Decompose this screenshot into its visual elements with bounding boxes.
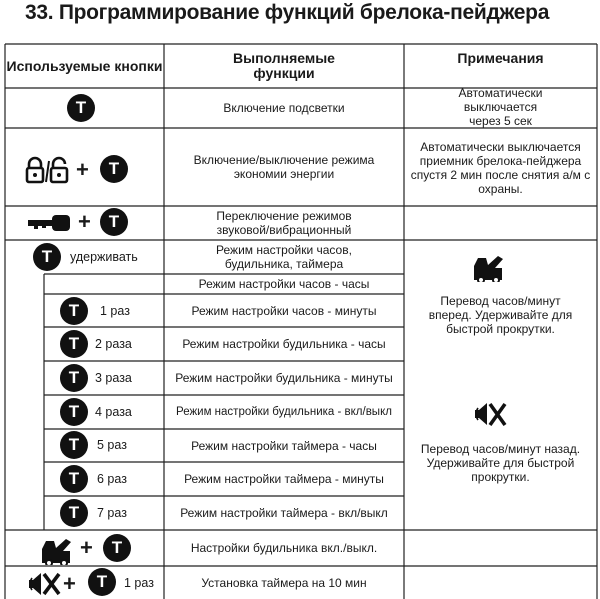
function-cell: Режим настройки часов - часы	[198, 277, 370, 291]
function-cell: Режим настройки будильника - вкл/выкл	[176, 406, 392, 418]
function-cell: Включение подсветки	[223, 101, 345, 115]
t-button-icon: T	[60, 499, 88, 527]
t-button-icon: T	[60, 364, 88, 392]
t-button-icon: T	[60, 398, 88, 426]
lock-unlock-icon	[24, 155, 70, 185]
press-count: 1 раз	[100, 304, 130, 318]
header-functions: Выполняемые функции	[233, 50, 335, 81]
t-button-icon: T	[33, 243, 61, 271]
t-button-icon: T	[100, 208, 128, 236]
note-cell: Автоматически выключается приемник брелока-пейджера спустя 2 мин после снятия а/м с охраны.	[410, 140, 591, 196]
function-cell: Режим настройки таймера - вкл/выкл	[180, 506, 388, 520]
function-cell: Режим настройки часов, будильника, таймера	[216, 243, 352, 271]
speaker-mute-icon	[474, 399, 508, 429]
page-title: 33. Программирование функций брелока-пейджера	[25, 1, 550, 24]
t-button-icon: T	[60, 330, 88, 358]
header-buttons: Используемые кнопки	[6, 57, 163, 74]
function-cell: Режим настройки таймера - минуты	[184, 472, 384, 486]
key-icon	[26, 214, 72, 232]
function-cell: Режим настройки часов - минуты	[191, 303, 377, 318]
press-count: 6 раз	[97, 472, 127, 486]
function-cell: Переключение режимов звуковой/вибрационный	[216, 209, 352, 237]
note-forward: Перевод часов/минут вперед. Удерживайте для быстрой прокрутки.	[428, 294, 573, 336]
function-cell: Настройки будильника вкл./выкл.	[190, 541, 378, 555]
note-cell: Автоматически выключается через 5 сек	[458, 86, 543, 128]
press-count: 5 раз	[97, 438, 127, 452]
plus-sign: +	[80, 535, 93, 560]
car-trunk-icon	[40, 535, 74, 565]
press-count: 7 раз	[97, 506, 127, 520]
plus-sign: +	[76, 157, 89, 182]
t-button-icon: T	[100, 155, 128, 183]
t-button-icon: T	[103, 534, 131, 562]
t-button-icon: T	[88, 568, 116, 596]
plus-sign: +	[78, 209, 91, 234]
plus-sign: +	[63, 571, 76, 596]
function-cell: Включение/выключение режима экономии энергии	[193, 153, 375, 181]
speaker-mute-icon	[28, 570, 62, 598]
function-cell: Режим настройки будильника - часы	[182, 337, 386, 351]
t-button-icon: T	[60, 431, 88, 459]
hold-label: удерживать	[70, 250, 138, 264]
header-notes: Примечания	[457, 49, 544, 66]
t-button-icon: T	[67, 94, 95, 122]
function-cell: Установка таймера на 10 мин	[201, 575, 367, 590]
press-count: 2 раза	[95, 337, 132, 351]
press-count: 3 раза	[95, 371, 132, 385]
t-button-icon: T	[60, 465, 88, 493]
t-button-icon: T	[60, 297, 88, 325]
press-count: 1 раз	[124, 576, 154, 590]
car-trunk-icon	[472, 252, 506, 282]
function-cell: Режим настройки будильника - минуты	[175, 371, 393, 385]
press-count: 4 раза	[95, 405, 132, 419]
note-backward: Перевод часов/минут назад. Удерживайте для быстрой прокрутки.	[420, 442, 581, 484]
function-cell: Режим настройки таймера - часы	[191, 438, 377, 453]
